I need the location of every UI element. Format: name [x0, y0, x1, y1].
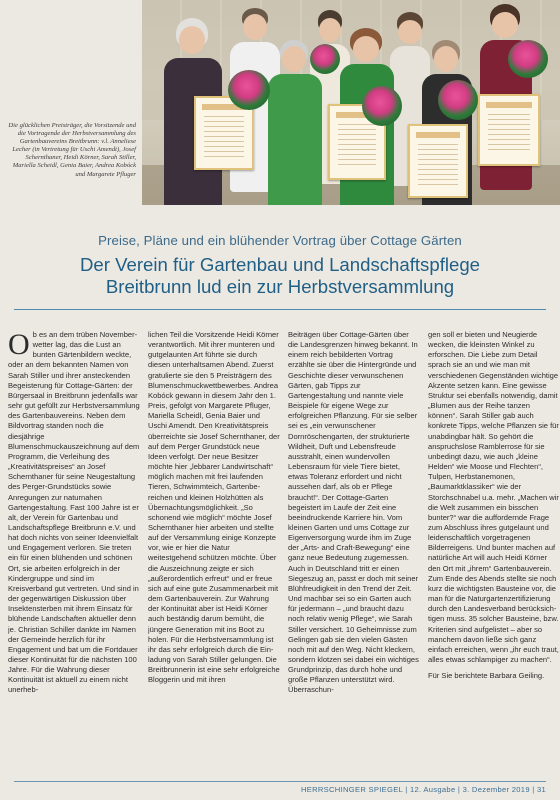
column-3-text: Beiträgen über Cottage-Gärten über die Landesgrenzen hinweg bekannt. In einem reich bebilderten Vortrag erzählte sie über die Hintergründe und Geschichte dieser verwunschenen Gärten, gab Tipps zur Gartengestaltung und nannte viele Beispiele für eigene Wege zur erfolgreichen Pflanzung. Für sie selber sei es „ein verwunschener Dornröschengarten, der strukturierte Wildheit, Duft und Lebensfreude ausstrahlt, einen wundervollen Lebensraum für viele Tiere bietet, etwas Toleranz erfordert und nicht aussehen darf, als ob er Pflege braucht!“. Der Cottage-Garten begeistert im Laufe der Zeit eine beeindruckende Karriere hin. Vom kleinen Garten und ums Cottage zur Eigenversorgung wurde ihm im Zuge der „Arts- and Craft-Bewegung“ eine ganz neue Bedeutung zugemessen. Auch in Deutschland tritt er einen Siegeszug an, passt er doch mit seiner Blühfreudigkeit in den Trend der Zeit. Und machbar sei so ein Garten auch für jedermann – „und braucht dazu noch relativ wenig Pflege“, wie Sarah Stiller versichert. 10 Geheimnisse zum Gelingen gab sie den vielen Gästen noch mit auf den Weg. Nicht kleckern, sondern klotzen sei dabei ein wichtiges Grundprinzip, das durch hohe und große Pflanzen unterstützt wird. Überraschun- [288, 330, 419, 695]
column-2-text: lichen Teil die Vorsitzende Heidi Körner verantwortlich. Mit ihrer munteren und gutgelaunten Art führte sie durch diesen unterhaltsamen Abend. Zuerst gratulierte sie den 5 Preisträgern des Blumenschmuckwettbewerbes. Andrea Kobóck gewann in diesem Jahr den 1. Preis, gefolgt von Margarete Pfluger, Mariella Scheidl, Genia Baier und Uschi Amendt. Den Kreativitätspreis überreichte sie Josef Schernthaner, der auf dem Perger Grundstück neue Ideen verfolgt. Der neue Besitzer möchte hier „lebbarer Landwirtschaft“ möglich machen mit frei laufenden Tieren, Schwimmteich, Gartenbereichen und kleinen Holzhütten als Übernachtungsmöglichkeit. „So schonend wie möglich“ möchte Josef Schernthaner hier arbeiten und stellte auf der Versammlung einige Konzepte vor, wie er hier die Natur weitestgehend schützen möchte. Über die Auszeichnung zeigte er sich „außerordentlich erfreut“ und er freue sich auf eine gute Zusammenarbeit mit dem Gartenbauverein. Zur Wahrung der Kontinuität aber ist Heidi Körner auch beständig darum bemüht, die jüngere Generation mit ins Boot zu holen. Für die Herbstversammlung ist ihr das sehr erfolgreich durch die Einladung von Sarah Stiller gelungen. Die Breitbrunnerin ist eine sehr erfolgreiche Bloggerin und mit ihren [148, 330, 280, 685]
column-3 [288, 330, 420, 776]
headline-line-2: Breitbrunn lud ein zur Herbstversammlung [105, 276, 455, 297]
certificate-4 [478, 94, 540, 166]
column-2 [148, 330, 280, 776]
footer-text: HERRSCHINGER SPIEGEL | 12. Ausgabe | 3. Dezember 2019 | 31 [300, 785, 546, 794]
column-1-text: b es an dem trüben Novemberwetter lag, das die Lust an bunten Gärtenbildern weckte, oder an dem bekannten Namen von Sarah Stiller und ihrer ansteckenden Begeisterung für Cottage-Gärten: der Bürgersaal in Breitbrunn jedenfalls war sehr gut gefüllt zur Herbstversammlung des Gartenbauvereins. Neben dem Bildvortrag standen noch die diesjährige Blumenschmuckauszeichnung auf dem Programm, die Verleihung des „Kreativitätspreises“ an Josef Schernthaner für seine Neugestaltung des Perger-Grundstücks sowie Anregungen zur naturnahen Gartengestaltung. Fast 100 Jahre ist er alt, der Verein für Gartenbau und Landschaftspflege Breitbrunn e.V. und hat doch nichts von seiner Ideenvielfalt und Engagement verloren. Sie treten ein für einen blühenden und schönen Ort, sie arbeiten erfolgreich in der Kindergruppe und sind im Kreisverband gut vertreten. Und sind in der gegenwärtigen Diskussion über Insektensterben mit ihrem Einsatz für blühende Landschaften aktueller denn je. Christian Schiller dankte im Namen der Gemeinde herzlich für ihr Engagement und bat um die Fortdauer dieser Kontinuität für die nächsten 100 Jahre. Für die Wahrung dieser Kontinuität ist aktuell zu einem nicht unerheb- [8, 330, 140, 695]
flower-pot-2 [310, 44, 340, 74]
certificate-3 [408, 124, 468, 198]
flower-pot-1 [228, 70, 270, 110]
byline: Für Sie berichtete Barbara Geiling. [428, 671, 545, 681]
article-headline [10, 254, 550, 298]
group-photo [142, 0, 560, 205]
flower-pot-5 [508, 40, 548, 78]
headline-rule [14, 309, 546, 310]
flower-pot-3 [362, 86, 402, 126]
photo-caption: Die glücklichen Preisträger, die Vorsitzende und die Vortragende der Herbstversammlung des Gartenbauvereins Breitbrunn: v.l. Anneliese Lecher (in Vertretung für Uschi Amendt), Josef Schernthaner, Heidi Körner, Sarah Stiller, Mariella Scheidl, Genia Baier, Andrea Kobóck und Margarete Pfluger [8, 122, 136, 178]
article-kicker: Preise, Pläne und ein blühender Vortrag über Cottage Gärten [98, 233, 462, 248]
column-4 [428, 330, 560, 776]
footer-rule [14, 781, 546, 782]
flower-pot-4 [438, 80, 478, 120]
drop-cap: O [8, 330, 30, 361]
column-1 [8, 330, 140, 776]
column-4-text: gen soll er bieten und Neugierde wecken, die kleinsten Winkel zu erforschen. Die Liebe zum Detail sprach sie an und wie man mit verschiedenen Gegenständen wichtige Akzente setzen kann. Eine gewisse Struktur sei ebenfalls notwendig, damit „Blumen aus der Reihe tanzen können“. Sarah Stiller gab auch konkrete Tipps, welche Pflanzen sie für unabdingbar hält. So gehört die anspruchslose Ramblerrose für sie unbedingt dazu, wie auch „kleine Helden“ wie Moose und Flechten“, Tulpen, Herbstanemonen, „Baumarktklassiker“ wie der Storchschnabel u.a. mehr. „Machen wir die Welt zusammen ein bisschen bunter?“ war die auffordernde Frage zum Abschluss ihres gutgelaunt und leidenschaftlich vorgetragenen Bilderreigens. Und bunter machen auf natürliche Art will auch Heidi Körner den Ort mit „ihrem“ Gartenbauverein. Zum Ende des Abends stellte sie noch kurz die wichtigsten Bausteine vor, die man für die Naturgartenzertifizierung durch den Landesverband berücksichtigen muss. 35 solcher Bausteine, bzw. Kriterien sind aufgelistet – aber so manchem davon ließe sich ganz einfach erreichen, wenn „ihr euch traut, alles etwas schlampiger zu machen“. [428, 330, 559, 664]
article-body [8, 330, 560, 776]
headline-line-1: Der Verein für Gartenbau und Landschaftspflege [79, 254, 481, 275]
page-footer [0, 778, 560, 800]
